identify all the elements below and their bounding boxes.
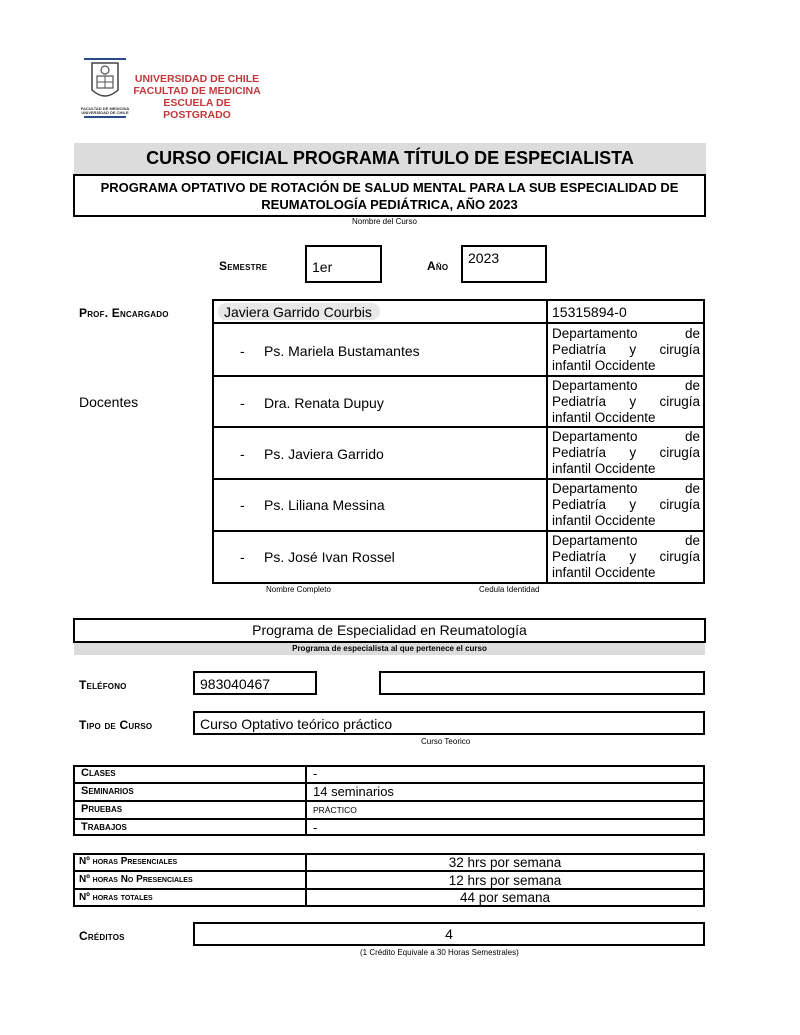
dept-word: de	[684, 533, 700, 548]
dept-word: de	[684, 326, 700, 341]
logo-line-1: UNIVERSIDAD DE CHILE	[134, 73, 260, 85]
dept-word: de	[684, 429, 700, 444]
docente-name-text: Ps. Mariela Bustamantes	[264, 343, 420, 359]
creditos-label: Créditos	[79, 929, 125, 943]
hours-value-totales[interactable]: 44 por semana	[459, 890, 551, 905]
crest-caption-line1: FACULTAD DE MEDICINA	[80, 106, 130, 111]
dept-rest: Pediatría y cirugía infantil Occidente	[552, 394, 700, 425]
creditos-caption: (1 Crédito Equivale a 30 Horas Semestrales)	[360, 948, 519, 957]
course-name-line2: REUMATOLOGÍA PEDIÁTRICA, AÑO 2023	[261, 197, 518, 212]
row-line	[212, 530, 705, 532]
activity-value-trabajos[interactable]: -	[313, 820, 318, 835]
university-logo-text	[132, 73, 262, 121]
tipo-curso-value: Curso Optativo teórico práctico	[200, 716, 393, 732]
docente-name-text: Ps. José Ivan Rossel	[264, 549, 395, 565]
bullet-dash: -	[240, 446, 245, 462]
activity-label-clases: Clases	[81, 767, 116, 779]
dept-rest: Pediatría y cirugía infantil Occidente	[552, 342, 700, 373]
logo-line-2: FACULTAD DE MEDICINA	[133, 85, 261, 97]
year-field[interactable]	[461, 245, 547, 283]
dept-word: Departamento	[552, 429, 638, 444]
table-divider	[546, 299, 548, 584]
row-line	[212, 426, 705, 428]
hours-label-no-presenciales: Nº horas No Presenciales	[79, 874, 193, 885]
dept-rest: Pediatría y cirugía infantil Occidente	[552, 497, 700, 528]
docentes-label: Docentes	[79, 394, 139, 410]
tipo-curso-caption: Curso Teorico	[421, 737, 471, 746]
telefono-extra-field[interactable]	[379, 671, 705, 695]
row-line	[212, 478, 705, 480]
dept-word: Departamento	[552, 533, 638, 548]
dept-word: Departamento	[552, 378, 638, 393]
program-caption: Programa de especialista al que pertenece el curso	[74, 643, 705, 655]
bullet-dash: -	[240, 549, 245, 565]
bullet-dash: -	[240, 343, 245, 359]
tipo-curso-field[interactable]	[193, 711, 705, 735]
university-crest-icon	[80, 58, 130, 118]
caption-cedula: Cedula Identidad	[479, 585, 540, 594]
docente-dept-5[interactable]	[552, 533, 700, 581]
bullet-dash: -	[240, 395, 245, 411]
docente-name-3[interactable]	[240, 446, 384, 462]
row-line	[212, 375, 705, 377]
docente-name-5[interactable]	[240, 549, 395, 565]
activity-value-clases[interactable]: -	[313, 766, 318, 781]
dept-rest: Pediatría y cirugía infantil Occidente	[552, 549, 700, 580]
docente-name-4[interactable]	[240, 497, 385, 513]
row-line	[73, 818, 705, 820]
docente-dept-4[interactable]	[552, 481, 700, 529]
activity-label-pruebas: Pruebas	[81, 803, 123, 815]
logo-line-3: ESCUELA DE	[163, 97, 231, 109]
semester-label: Semestre	[219, 259, 268, 273]
docente-name-text: Dra. Renata Dupuy	[264, 395, 384, 411]
course-name-caption: Nombre del Curso	[352, 217, 417, 226]
dept-rest: Pediatría y cirugía infantil Occidente	[552, 445, 700, 476]
row-line	[73, 800, 705, 802]
row-line	[212, 322, 705, 324]
hours-value-no-presenciales[interactable]: 12 hrs por semana	[448, 873, 562, 888]
prof-encargado-label: Prof. Encargado	[79, 306, 169, 320]
semester-value: 1er	[312, 259, 333, 275]
activity-value-seminarios[interactable]: 14 seminarios	[313, 784, 394, 799]
dept-word: Departamento	[552, 326, 638, 341]
bullet-dash: -	[240, 497, 245, 513]
dept-word: Departamento	[552, 481, 638, 496]
docente-name-1[interactable]	[240, 343, 420, 359]
semester-field[interactable]	[305, 245, 382, 283]
creditos-field[interactable]: 4	[193, 922, 705, 946]
telefono-field[interactable]	[193, 671, 317, 695]
page-title: CURSO OFICIAL PROGRAMA TÍTULO DE ESPECIALISTA	[74, 143, 706, 174]
docente-dept-2[interactable]	[552, 378, 700, 426]
year-label: Año	[427, 259, 449, 273]
course-name-line1: PROGRAMA OPTATIVO DE ROTACIÓN DE SALUD MENTAL PARA LA SUB ESPECIALIDAD DE	[100, 180, 679, 195]
dept-word: de	[684, 481, 700, 496]
encargado-name[interactable]: Javiera Garrido Courbis	[224, 304, 372, 320]
docente-dept-3[interactable]	[552, 429, 700, 477]
row-line	[73, 870, 705, 872]
hours-value-presenciales[interactable]: 32 hrs por semana	[448, 855, 562, 870]
docente-name-text: Ps. Liliana Messina	[264, 497, 385, 513]
docente-name-text: Ps. Javiera Garrido	[264, 446, 384, 462]
docente-dept-1[interactable]	[552, 326, 700, 374]
dept-word: de	[684, 378, 700, 393]
caption-nombre-completo: Nombre Completo	[266, 585, 331, 594]
hours-label-totales: Nº horas totales	[79, 892, 153, 903]
year-value: 2023	[468, 250, 500, 266]
course-name-box	[73, 174, 706, 217]
encargado-id[interactable]: 15315894-0	[552, 304, 627, 320]
logo-line-4: POSTGRADO	[163, 109, 231, 121]
telefono-value: 983040467	[200, 676, 271, 692]
hours-label-presenciales: Nº horas Presenciales	[79, 856, 178, 867]
docente-name-2[interactable]	[240, 395, 384, 411]
activity-value-pruebas[interactable]: PRÁCTICO	[313, 805, 357, 815]
program-field[interactable]: Programa de Especialidad en Reumatología	[73, 618, 706, 643]
telefono-label: Teléfono	[79, 678, 127, 692]
crest-caption-line2: UNIVERSIDAD DE CHILE	[81, 110, 129, 115]
activity-label-seminarios: Seminarios	[81, 785, 134, 797]
activity-label-trabajos: Trabajos	[81, 821, 127, 833]
tipo-curso-label: Tipo de Curso	[79, 718, 153, 732]
